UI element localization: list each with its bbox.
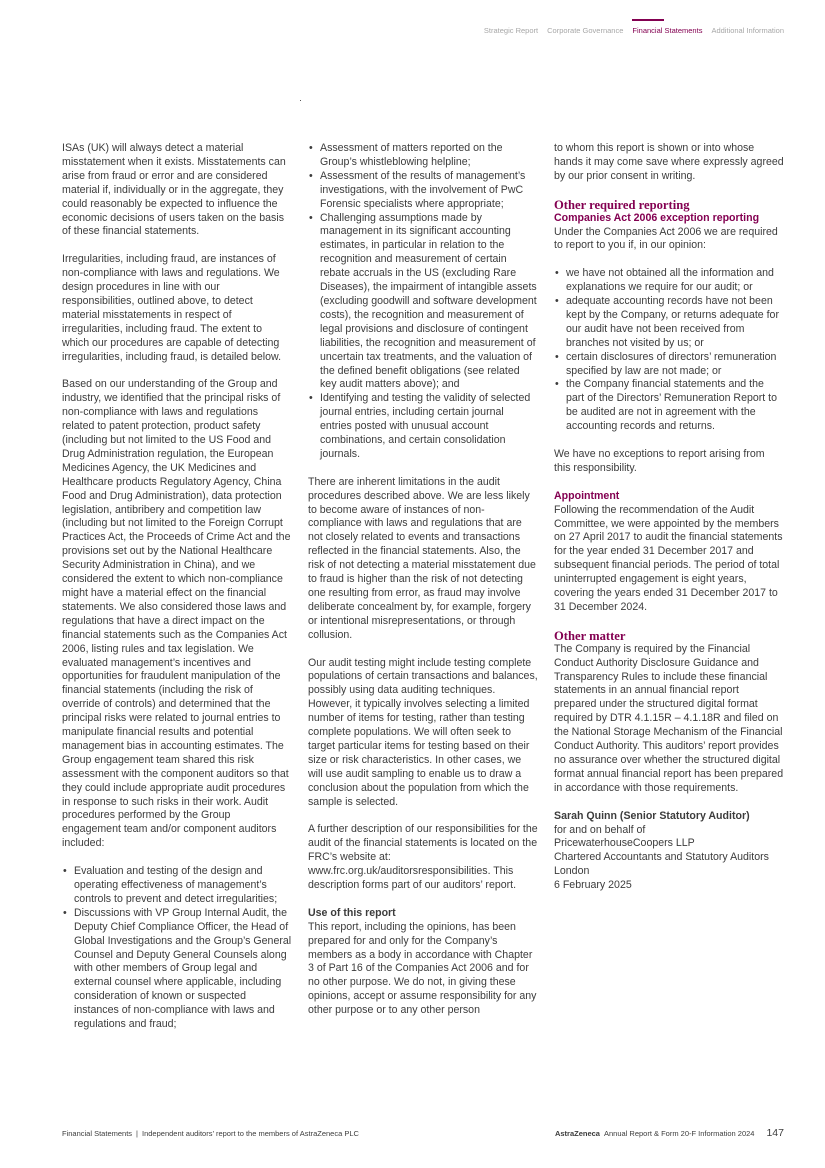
footer-title: Independent auditors’ report to the members of AstraZeneca PLC (142, 1129, 359, 1138)
paragraph-use-of-report: This report, including the opinions, has been prepared for and only for the Company’s members as a body in accordance with Chapter 3 of Part 16 of the Companies Act 2006 and for no other purpose. We do not, in giving these opinions, accept or assume responsibility for any other purpose or to any other person (308, 920, 537, 1017)
signatory-name: Sarah Quinn (Senior Statutory Auditor) (554, 809, 750, 822)
column-3 (554, 142, 784, 893)
nav-additional-information[interactable]: Additional Information (711, 26, 784, 35)
signatory-line: London (554, 865, 590, 878)
list-item: • Identifying and testing the validity of selected journal entries, including certain journal entries posted with unusual account combinations, and certain consolidation journals. (308, 392, 538, 462)
paragraph-appointment: Following the recommendation of the Audit Committee, we were appointed by the members on 27 April 2017 to audit the financial statements for the year ended 31 December 2017 and subsequent financial periods. The period of total uninterrupted engagement is eight years, covering the years ended 31 December 2017 to 31 December 2024. (554, 503, 783, 613)
paragraph-consent: to whom this report is shown or into whose hands it may come save where expressly agreed by our prior consent in writing. (554, 142, 784, 182)
exception-list (554, 267, 784, 434)
exception-reporting-heading: Companies Act 2006 exception reporting (554, 211, 760, 224)
signatory-line: for and on behalf of (554, 823, 646, 836)
paragraph-exception-intro: Under the Companies Act 2006 we are required to report to you if, in our opinion: (554, 225, 778, 252)
list-item: • Discussions with VP Group Internal Audit, the Deputy Chief Compliance Officer, the Head of Global Investigations and the Group’s General Counsel and Deputy General Counsels along with other members of Group legal and external counsel where applicable, including consideration of known or suspected instances of non-compliance with laws and regulations and fraud; (62, 907, 292, 1032)
nav-financial-statements[interactable]: Financial Statements (632, 26, 703, 35)
footer-publication (555, 1127, 784, 1139)
other-required-reporting-heading: Other required reporting (554, 197, 690, 212)
list-item: • certain disclosures of directors’ remuneration specified by law are not made; or (554, 351, 784, 379)
paragraph-further-description: A further description of our responsibilities for the audit of the financial statements is located on the FRC’s website at: www.frc.org.uk/auditorsresponsibilities. This description forms part of our auditors’ report. (308, 823, 538, 891)
footer-separator: | (136, 1129, 138, 1138)
stray-dot (300, 100, 301, 101)
nav-strategic-report[interactable]: Strategic Report (483, 26, 539, 35)
page-footer (62, 1127, 784, 1141)
other-matter-heading: Other matter (554, 628, 626, 643)
list-item: • we have not obtained all the information and explanations we require for our audit; or (554, 267, 784, 295)
paragraph-isa-detection: ISAs (UK) will always detect a material misstatement when it exists. Misstatements can arise from fraud or error and are considered material if, individually or in the aggregate, they could reasonably be expected to influence the economic decisions of users taken on the basis of these financial statements. (62, 142, 286, 238)
nav-corporate-governance[interactable]: Corporate Governance (547, 26, 624, 35)
appointment-heading: Appointment (554, 489, 620, 502)
paragraph-inherent-limitations: There are inherent limitations in the audit procedures described above. We are less likely to become aware of instances of non-compliance with laws and regulations that are not closely related to events and transactions reflected in the financial statements. Also, the risk of not detecting a material misstatement due to fraud is higher than the risk of not detecting one resulting from error, as fraud may involve deliberate concealment by, for example, forgery or intentional misrepresentations, or through collusion. (308, 475, 536, 641)
paragraph-audit-testing: Our audit testing might include testing complete populations of certain transactions and balances, possibly using data auditing techniques. However, it typically involves selecting a limited number of items for testing, rather than testing complete populations. We will often seek to target particular items for testing based on their size or risk characteristics. In other cases, we will use audit sampling to enable us to draw a conclusion about the population from which the sample is selected. (308, 656, 538, 808)
signature-date: 6 February 2025 (554, 879, 632, 892)
list-item: • Evaluation and testing of the design and operating effectiveness of management’s controls to prevent and detect irregularities; (62, 865, 292, 907)
audit-procedures-list (62, 865, 292, 1032)
signatory-line: Chartered Accountants and Statutory Auditors (554, 851, 769, 864)
list-item: • Challenging assumptions made by management in its significant accounting estimates, in particular in relation to the recognition and measurement of certain rebate accruals in the US (excluding Rare Diseases), the impairment of intangible assets (excluding goodwill and software development costs), the recognition and measurement of legal provisions and disclosure of contingent liabilities, the recognition and measurement of uncertain tax treatments, and the valuation of the defined benefit obligations (see related key audit matters above); and (308, 212, 538, 393)
paragraph-irregularities: Irregularities, including fraud, are instances of non-compliance with laws and regulations. We design procedures in line with our responsibilities, outlined above, to detect material misstatements in respect of irregularities, including fraud. The extent to which our procedures are capable of detecting irregularities, including fraud, is detailed below. (62, 253, 282, 363)
column-1 (62, 142, 292, 1046)
footer-breadcrumb (62, 1129, 359, 1138)
footer-publication-title: Annual Report & Form 20-F Information 2024 (603, 1129, 755, 1138)
paragraph-no-exceptions: We have no exceptions to report arising from this responsibility. (554, 447, 765, 474)
list-item: • the Company financial statements and the part of the Directors’ Remuneration Report to be audited are not in agreement with the accounting records and returns. (554, 378, 784, 434)
signatory-line: PricewaterhouseCoopers LLP (554, 837, 695, 850)
paragraph-risks-noncompliance: Based on our understanding of the Group and industry, we identified that the principal risks of non-compliance with laws and regulations related to patent protection, product safety (including but not limited to the US Food and Drug Administration regulation, the European Medicines Agency, the UK Medicines and Healthcare products Regulatory Agency, China Food and Drug Administration), data protection legislation, antibribery and competition law (including but not limited to the Foreign Corrupt Practices Act, the Proceeds of Crime Act and the provisions set out by the National Healthcare Security Administration in China), and we considered the extent to which non-compliance might have a material effect on the financial statements. We also considered those laws and regulations that have a direct impact on the financial statements such as the Companies Act 2006, listing rules and tax legislation. We evaluated management’s incentives and opportunities for fraudulent manipulation of the financial statements (including the risk of override of controls) and determined that the principal risks were related to journal entries to manipulate financial results and potential management bias in accounting estimates. The Group engagement team shared this risk assessment with the component auditors so that they could include appropriate audit procedures in response to such risks in their work. Audit procedures performed by the Group engagement team and/or component auditors included: (62, 378, 291, 850)
page-number: 147 (766, 1127, 784, 1139)
list-item: • Assessment of the results of management’s investigations, with the involvement of PwC Forensic specialists where appropriate; (308, 170, 538, 212)
audit-procedures-list-continued (308, 142, 538, 462)
list-item: • adequate accounting records have not been kept by the Company, or returns adequate for our audit have not been received from branches not visited by us; or (554, 295, 784, 351)
top-navigation (484, 26, 784, 35)
footer-section: Financial Statements (62, 1129, 133, 1138)
use-of-report-heading: Use of this report (308, 906, 396, 919)
list-item: • Assessment of matters reported on the Group’s whistleblowing helpline; (308, 142, 538, 170)
paragraph-other-matter: The Company is required by the Financial Conduct Authority Disclosure Guidance and Transparency Rules to include these financial statements in an annual financial report prepared under the structured digital format required by DTR 4.1.15R – 4.1.18R and filed on the National Storage Mechanism of the Financial Conduct Authority. This auditors’ report provides no assurance over whether the structured digital format annual financial report has been prepared in accordance with those requirements. (554, 642, 784, 794)
column-2 (308, 142, 538, 1032)
footer-brand: AstraZeneca (554, 1129, 600, 1138)
